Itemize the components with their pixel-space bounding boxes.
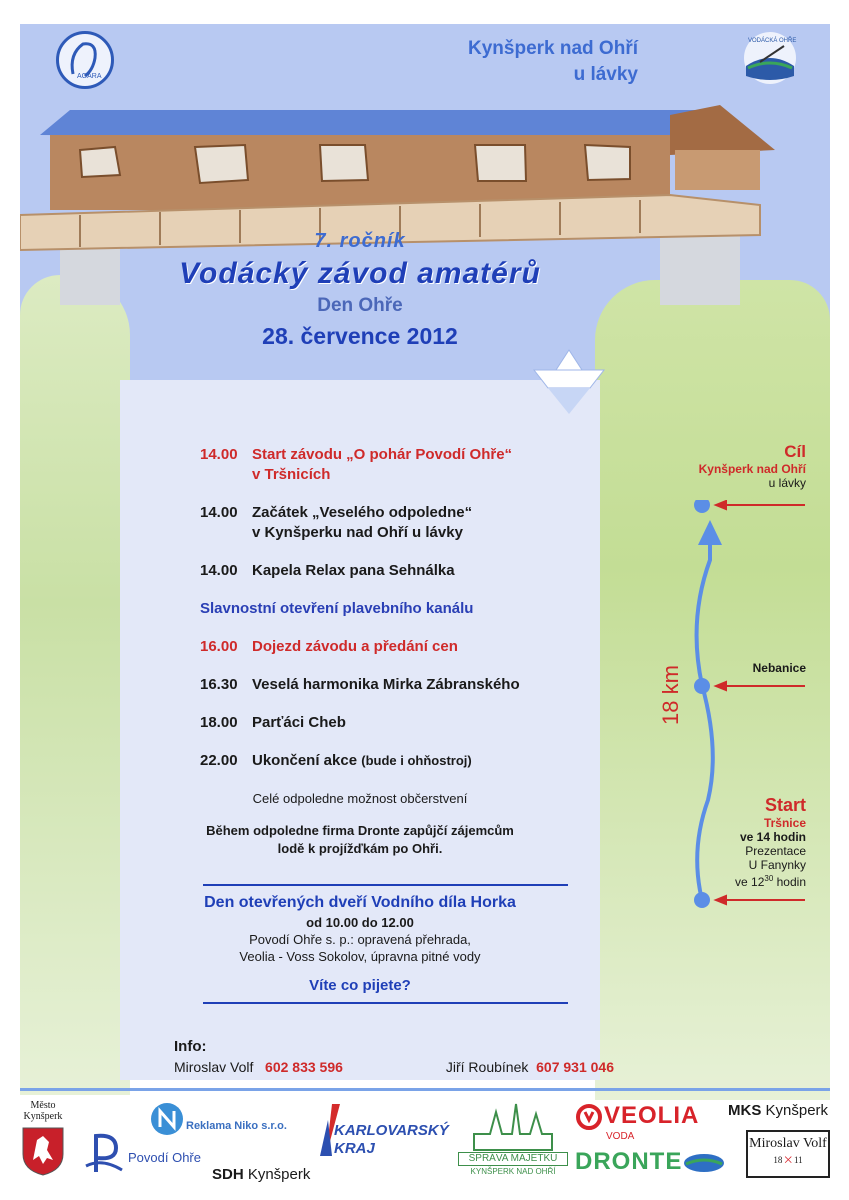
- info-section: [174, 1038, 614, 1075]
- dronte-note-line2: lodě k projížďkám po Ohři.: [277, 841, 443, 856]
- presentation-3: [700, 872, 806, 889]
- contact-1: [174, 1059, 343, 1075]
- horka-time: od 10.00 do 12.00: [306, 915, 414, 930]
- sprava-line1: SPRÁVA MAJETKU: [458, 1152, 568, 1166]
- agara-logo: [56, 31, 114, 89]
- start-time: ve 14 hodin: [739, 830, 806, 844]
- horka-line1: Povodí Ohře s. p.: opravená přehrada,: [249, 932, 471, 947]
- distance-label: 18 km: [658, 665, 683, 725]
- dronte-note-line1: Během odpoledne firma Dronte zapůjčí zájemcům: [206, 823, 514, 838]
- program-item: [200, 561, 590, 581]
- town-crest-icon: [21, 1126, 65, 1176]
- header-town-line1: Kynšperk nad Ohří: [468, 38, 638, 59]
- route-arrow-head: [698, 520, 722, 545]
- vodacka-ohre-logo: [740, 28, 800, 86]
- karlovarsky-line1: KARLOVARSKÝ: [334, 1122, 449, 1139]
- reklama-niko-label: Reklama Niko s.r.o.: [186, 1120, 287, 1132]
- bridge-pillar-right: [660, 235, 740, 305]
- footer-divider: [20, 1088, 830, 1091]
- volf-name: Miroslav Volf: [749, 1136, 827, 1151]
- volf-year-right: 11: [794, 1155, 803, 1165]
- dronte-label: DRONTE: [575, 1148, 683, 1175]
- program-item: [200, 637, 590, 657]
- bridge-roof-right: [670, 105, 775, 155]
- volf-year-left: 18: [773, 1155, 783, 1165]
- info-contacts: [174, 1059, 614, 1075]
- sdh-bold: SDH: [212, 1166, 244, 1183]
- povodi-ohre-label: Povodí Ohře: [128, 1150, 201, 1165]
- mks-bold: MKS: [728, 1102, 762, 1119]
- event-subtitle: Den Ohře: [317, 295, 403, 316]
- presentation-3-sup: 30: [764, 874, 774, 883]
- start-point: [694, 892, 710, 908]
- horka-question: Víte co pijete?: [309, 977, 411, 994]
- program-time: 14.00: [200, 446, 238, 463]
- mks-kynsperk-label: [728, 1102, 828, 1119]
- info-title: Info:: [174, 1038, 207, 1055]
- contact-1-phone: 602 833 596: [265, 1059, 343, 1075]
- program-time: 22.00: [200, 752, 238, 769]
- program-text: Parťáci Cheb: [252, 714, 346, 731]
- povodi-ohre-icon: [82, 1128, 130, 1176]
- start-place: Tršnice: [763, 816, 806, 830]
- sprava-majetku-icon: [470, 1100, 556, 1152]
- program-text-line2: v Kynšperku nad Ohří u lávky: [252, 524, 463, 541]
- program-text: Ukončení akce: [252, 752, 358, 769]
- program-item: [200, 713, 590, 733]
- event-date: 28. července 2012: [262, 323, 458, 349]
- contact-1-name: Miroslav Volf: [174, 1059, 254, 1075]
- bridge-tower: [675, 150, 760, 190]
- program-text: Kapela Relax pana Sehnálka: [252, 562, 455, 579]
- contact-2-phone: 607 931 046: [536, 1059, 614, 1075]
- dronte-icon: [682, 1152, 726, 1174]
- program-text: Start závodu „O pohár Povodí Ohře“: [252, 446, 513, 463]
- program-time: 16.00: [200, 638, 238, 655]
- program-time: 14.00: [200, 562, 238, 579]
- finish-place: Kynšperk nad Ohří: [698, 462, 806, 476]
- program-list: [200, 445, 590, 789]
- finish-title: Cíl: [784, 442, 806, 461]
- sdh-kynsperk-label: [212, 1166, 310, 1183]
- program-text: Dojezd závodu a předání cen: [252, 638, 458, 655]
- horka-title: Den otevřených dveří Vodního díla Horka: [204, 894, 516, 911]
- presentation-3-pre: ve 12: [735, 875, 765, 889]
- agara-logo-text: AGARA: [77, 73, 102, 80]
- finish-label: [650, 442, 806, 490]
- finish-sub: u lávky: [768, 476, 806, 490]
- presentation-1: Prezentace: [745, 844, 806, 858]
- program-item: [200, 751, 590, 771]
- program-time: 18.00: [200, 714, 238, 731]
- karlovarsky-line2: KRAJ: [334, 1140, 375, 1157]
- start-label: [700, 794, 806, 889]
- program-time: 16.30: [200, 676, 238, 693]
- program-extra: (bude i ohňostroj): [361, 753, 472, 768]
- paper-boat-icon: [530, 348, 608, 416]
- presentation-2: U Fanynky: [748, 858, 806, 872]
- program-time: 14.00: [200, 504, 238, 521]
- veolia-icon: [576, 1104, 602, 1130]
- program-text: Veselá harmonika Mirka Zábranského: [252, 676, 520, 693]
- mid-point: [694, 678, 710, 694]
- presentation-3-post: hodin: [773, 875, 806, 889]
- volf-years: 18 ⨉ 11: [773, 1155, 803, 1165]
- program-text: Začátek „Veselého odpoledne“: [252, 504, 473, 521]
- miroslav-volf-logo: [746, 1130, 830, 1178]
- reklama-niko-icon: [150, 1102, 184, 1136]
- horka-section: [120, 892, 600, 994]
- veolia-voda-label: VODA: [606, 1131, 635, 1142]
- contact-2-name: Jiří Roubínek: [445, 1059, 529, 1075]
- program-text: Slavnostní otevření plavebního kanálu: [200, 600, 474, 617]
- header-town: [388, 36, 638, 88]
- start-title: Start: [764, 795, 806, 815]
- mesto-line2: Kynšperk: [23, 1111, 63, 1122]
- finish-point: [694, 500, 710, 513]
- veolia-label: VEOLIA: [604, 1102, 700, 1129]
- event-title: Vodácký závod amatérů: [179, 257, 541, 290]
- divider-top: [203, 884, 568, 886]
- divider-bottom: [203, 1002, 568, 1004]
- header-town-line2: u lávky: [573, 64, 638, 85]
- title-block: [120, 230, 600, 350]
- sprava-line2: KYNŠPERK NAD OHŘÍ: [470, 1167, 556, 1176]
- karlovarsky-kraj-label: [334, 1122, 449, 1158]
- edition-label: 7. ročník: [314, 230, 406, 252]
- contact-2: [446, 1059, 614, 1075]
- mesto-kynsperk-logo: [18, 1100, 68, 1179]
- mesto-line1: Město: [30, 1100, 56, 1111]
- program-item: [200, 599, 590, 619]
- program-item: [200, 445, 590, 485]
- program-item: [200, 503, 590, 543]
- program-text-line2: v Tršnicích: [252, 466, 331, 483]
- dronte-note: [120, 822, 600, 858]
- sprava-majetku-label: [458, 1152, 568, 1178]
- mks-rest: Kynšperk: [761, 1102, 829, 1119]
- vodacka-logo-text: VODÁCKÁ OHŘE: [748, 38, 797, 44]
- horka-line2: Veolia - Voss Sokolov, úpravna pitné vody: [239, 949, 481, 964]
- grass-left: [20, 275, 130, 1095]
- sdh-rest: Kynšperk: [243, 1166, 311, 1183]
- program-item: [200, 675, 590, 695]
- refreshment-note: Celé odpoledne možnost občerstvení: [252, 791, 468, 806]
- mid-label: Nebanice: [752, 661, 806, 675]
